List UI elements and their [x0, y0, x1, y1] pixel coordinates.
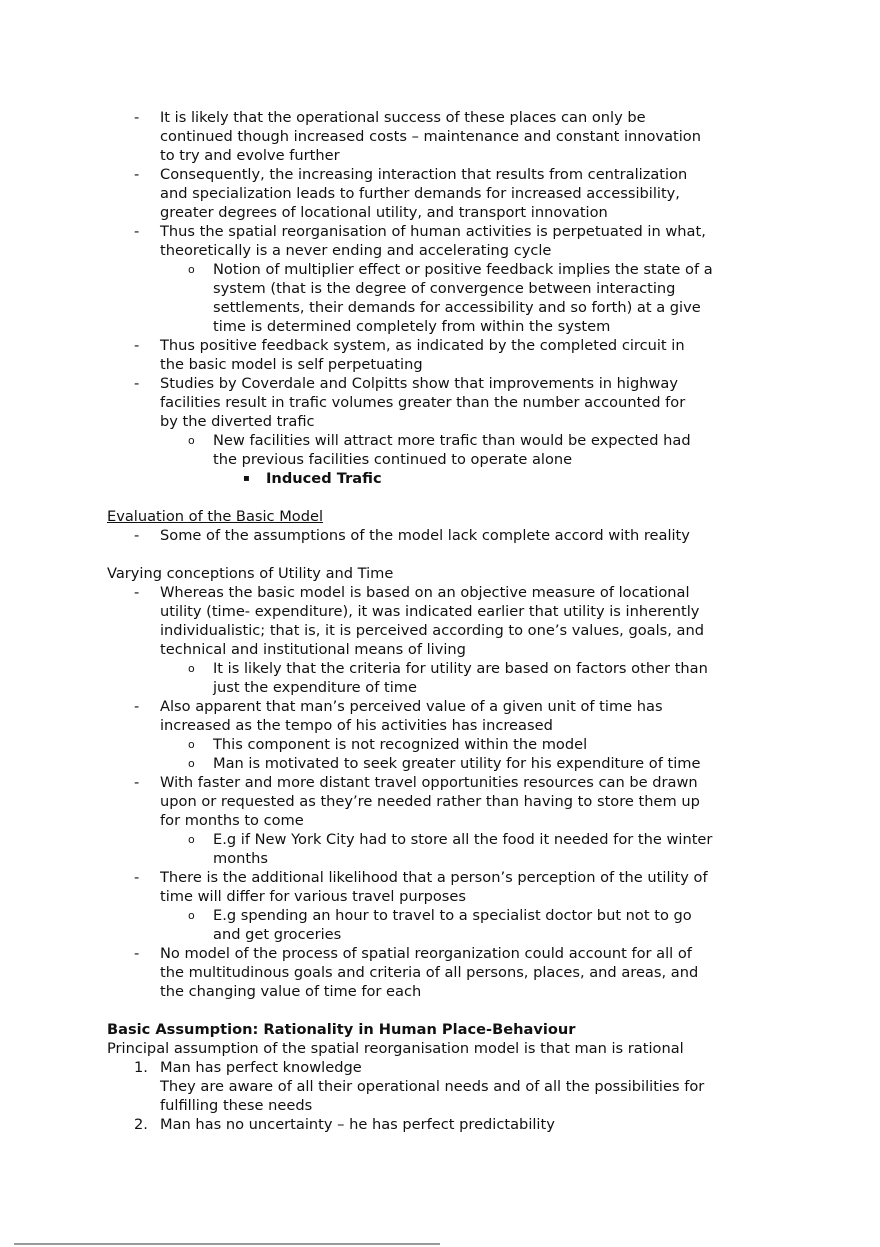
- list-item-line: [0, 317, 880, 336]
- line-text: They are aware of all their operational needs and of all the possibilities for: [160, 1078, 705, 1095]
- line-text: months: [213, 850, 268, 867]
- line-text: to try and evolve further: [160, 147, 340, 164]
- blank-line: [0, 488, 880, 507]
- line-text: Basic Assumption: Rationality in Human Place-Behaviour: [107, 1021, 576, 1038]
- list-item-line: [0, 811, 880, 830]
- list-item-line: [0, 374, 880, 393]
- dash-bullet-marker: -: [134, 584, 140, 601]
- circle-bullet-marker: o: [188, 434, 195, 447]
- list-item-line: [0, 754, 880, 773]
- list-item-line: [0, 925, 880, 944]
- line-text: utility (time- expenditure), it was indicated earlier that utility is inherently: [160, 603, 700, 620]
- line-text: This component is not recognized within the model: [213, 736, 588, 753]
- list-item-line: [0, 735, 880, 754]
- line-text: Induced Traﬁc: [266, 470, 382, 487]
- dash-bullet-marker: -: [134, 223, 140, 240]
- line-text: Whereas the basic model is based on an objective measure of locational: [160, 584, 690, 601]
- list-item-line: [0, 127, 880, 146]
- line-text: It is likely that the criteria for utility are based on factors other than: [213, 660, 708, 677]
- line-text: Some of the assumptions of the model lack complete accord with reality: [160, 527, 690, 544]
- line-text: increased as the tempo of his activities has increased: [160, 717, 553, 734]
- line-text: continued though increased costs – maintenance and constant innovation: [160, 128, 701, 145]
- line-text: technical and institutional means of living: [160, 641, 466, 658]
- line-text: Varying conceptions of Utility and Time: [107, 565, 394, 582]
- dash-bullet-marker: -: [134, 337, 140, 354]
- list-item-line: [0, 830, 880, 849]
- list-item-line: [0, 298, 880, 317]
- list-item-line: [0, 659, 880, 678]
- dash-bullet-marker: -: [134, 774, 140, 791]
- line-text: Notion of multiplier effect or positive feedback implies the state of a: [213, 261, 713, 278]
- line-text: E.g spending an hour to travel to a specialist doctor but not to go: [213, 907, 692, 924]
- section-heading: [0, 564, 880, 583]
- line-text: No model of the process of spatial reorganization could account for all of: [160, 945, 692, 962]
- dash-bullet-marker: -: [134, 945, 140, 962]
- list-item-line: [0, 792, 880, 811]
- line-text: greater degrees of locational utility, and transport innovation: [160, 204, 608, 221]
- dash-bullet-marker: -: [134, 166, 140, 183]
- list-item-line: [0, 773, 880, 792]
- list-item-line: [0, 241, 880, 260]
- circle-bullet-marker: o: [188, 662, 195, 675]
- circle-bullet-marker: o: [188, 757, 195, 770]
- line-text: Man has perfect knowledge: [160, 1059, 362, 1076]
- list-item-line: [0, 336, 880, 355]
- list-item-line: [0, 716, 880, 735]
- list-item-line: [0, 602, 880, 621]
- line-text: the changing value of time for each: [160, 983, 422, 1000]
- line-text: There is the additional likelihood that a person’s perception of the utility of: [160, 869, 708, 886]
- list-item-line: [0, 697, 880, 716]
- list-item-line: [0, 1096, 880, 1115]
- line-text: theoretically is a never ending and accelerating cycle: [160, 242, 552, 259]
- list-item-line: [0, 849, 880, 868]
- list-item-line: [0, 640, 880, 659]
- list-item-line: [0, 621, 880, 640]
- line-text: Evaluation of the Basic Model: [107, 508, 324, 525]
- line-text: just the expenditure of time: [213, 679, 417, 696]
- list-item-line: [0, 526, 880, 545]
- footnote-separator: [14, 1243, 440, 1245]
- circle-bullet-marker: o: [188, 909, 195, 922]
- section-heading: [0, 507, 880, 526]
- list-item-line: [0, 982, 880, 1001]
- list-item-line: [0, 678, 880, 697]
- circle-bullet-marker: o: [188, 833, 195, 846]
- line-text: upon or requested as they’re needed rather than having to store them up: [160, 793, 700, 810]
- line-text: Thus the spatial reorganisation of human activities is perpetuated in what,: [160, 223, 706, 240]
- section-heading: [0, 1020, 880, 1039]
- line-text: system (that is the degree of convergence between interacting: [213, 280, 676, 297]
- line-text: individualistic; that is, it is perceived according to one’s values, goals, and: [160, 622, 704, 639]
- list-item-line: [0, 431, 880, 450]
- list-item-line: [0, 944, 880, 963]
- line-text: Also apparent that man’s perceived value of a given unit of time has: [160, 698, 663, 715]
- dash-bullet-marker: -: [134, 698, 140, 715]
- list-item-line: [0, 184, 880, 203]
- line-text: and specialization leads to further demands for increased accessibility,: [160, 185, 680, 202]
- line-text: E.g if New York City had to store all the food it needed for the winter: [213, 831, 713, 848]
- line-text: the previous facilities continued to operate alone: [213, 451, 573, 468]
- list-item-line: [0, 887, 880, 906]
- num-bullet-marker: 1.: [134, 1059, 148, 1076]
- line-text: for months to come: [160, 812, 304, 829]
- list-item-line: [0, 583, 880, 602]
- list-item-line: [0, 963, 880, 982]
- line-text: facilities result in traﬁc volumes greater than the number accounted for: [160, 394, 686, 411]
- line-text: With faster and more distant travel opportunities resources can be drawn: [160, 774, 698, 791]
- list-item-line: [0, 260, 880, 279]
- list-item-line: [0, 469, 880, 488]
- line-text: and get groceries: [213, 926, 342, 943]
- line-text: Thus positive feedback system, as indicated by the completed circuit in: [160, 337, 685, 354]
- circle-bullet-marker: o: [188, 263, 195, 276]
- circle-bullet-marker: o: [188, 738, 195, 751]
- list-item-line: [0, 146, 880, 165]
- line-text: the basic model is self perpetuating: [160, 356, 423, 373]
- line-text: Principal assumption of the spatial reorganisation model is that man is rational: [107, 1040, 684, 1057]
- document-body: [0, 108, 880, 1134]
- line-text: time will differ for various travel purposes: [160, 888, 466, 905]
- line-text: time is determined completely from within the system: [213, 318, 611, 335]
- list-item-line: [0, 412, 880, 431]
- blank-line: [0, 545, 880, 564]
- list-item-line: [0, 450, 880, 469]
- square-bullet-marker: ▪: [243, 473, 250, 484]
- line-text: the multitudinous goals and criteria of all persons, places, and areas, and: [160, 964, 699, 981]
- line-text: New facilities will attract more traﬁc than would be expected had: [213, 432, 691, 449]
- dash-bullet-marker: -: [134, 375, 140, 392]
- list-item-line: [0, 165, 880, 184]
- section-heading: [0, 1039, 880, 1058]
- list-item-line: [0, 355, 880, 374]
- dash-bullet-marker: -: [134, 527, 140, 544]
- list-item-line: [0, 279, 880, 298]
- line-text: Man has no uncertainty – he has perfect predictability: [160, 1116, 555, 1133]
- list-item-line: [0, 906, 880, 925]
- line-text: Man is motivated to seek greater utility for his expenditure of time: [213, 755, 701, 772]
- dash-bullet-marker: -: [134, 109, 140, 126]
- blank-line: [0, 1001, 880, 1020]
- list-item-line: [0, 222, 880, 241]
- line-text: fulfilling these needs: [160, 1097, 313, 1114]
- line-text: Consequently, the increasing interaction that results from centralization: [160, 166, 688, 183]
- list-item-line: [0, 1115, 880, 1134]
- list-item-line: [0, 1077, 880, 1096]
- line-text: Studies by Coverdale and Colpitts show that improvements in highway: [160, 375, 679, 392]
- line-text: by the diverted traﬁc: [160, 413, 315, 430]
- list-item-line: [0, 1058, 880, 1077]
- list-item-line: [0, 108, 880, 127]
- dash-bullet-marker: -: [134, 869, 140, 886]
- line-text: It is likely that the operational success of these places can only be: [160, 109, 646, 126]
- num-bullet-marker: 2.: [134, 1116, 148, 1133]
- list-item-line: [0, 393, 880, 412]
- list-item-line: [0, 868, 880, 887]
- line-text: settlements, their demands for accessibility and so forth) at a give: [213, 299, 701, 316]
- list-item-line: [0, 203, 880, 222]
